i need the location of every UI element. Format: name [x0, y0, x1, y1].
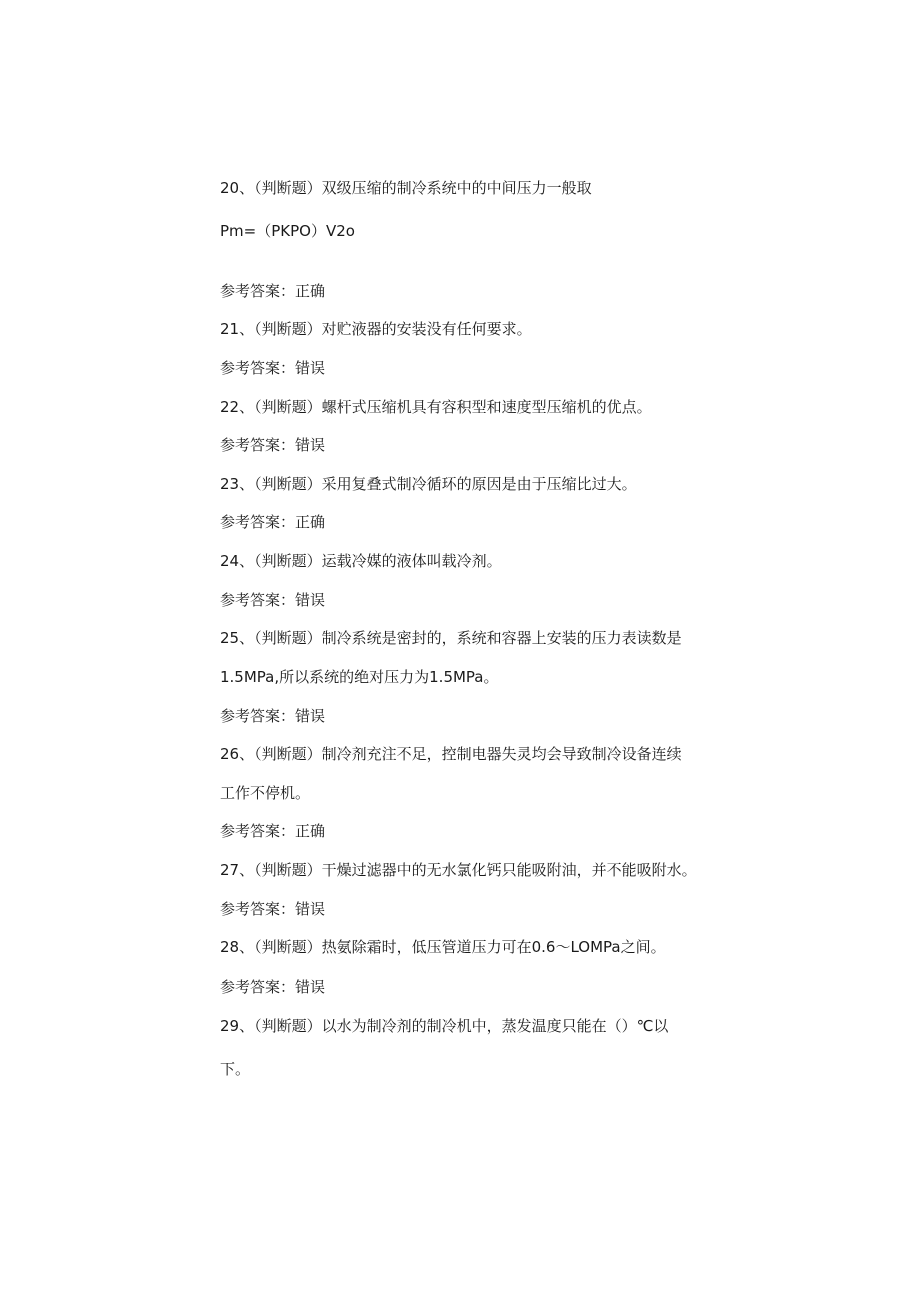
- question-25-line2: 1.5MPa,所以系统的绝对压力为1.5MPa。: [220, 668, 499, 686]
- question-24: 24、（判断题）运载冷媒的液体叫载冷剂。: [220, 552, 502, 570]
- answer-20: 参考答案：正确: [220, 282, 326, 300]
- answer-21: 参考答案：错误: [220, 359, 326, 377]
- answer-28: 参考答案：错误: [220, 978, 326, 996]
- answer-23: 参考答案：正确: [220, 513, 326, 531]
- answer-25: 参考答案：错误: [220, 707, 326, 725]
- answer-22: 参考答案：错误: [220, 436, 326, 454]
- question-26-line1: 26、（判断题）制冷剂充注不足，控制电器失灵均会导致制冷设备连续: [220, 745, 682, 763]
- answer-26: 参考答案：正确: [220, 822, 326, 840]
- answer-27: 参考答案：错误: [220, 900, 326, 918]
- question-28: 28、（判断题）热氨除霜时，低压管道压力可在0.6〜LOMPa之间。: [220, 938, 666, 956]
- question-25-line1: 25、（判断题）制冷系统是密封的，系统和容器上安装的压力表读数是: [220, 629, 682, 647]
- question-20-line1: 20、（判断题）双级压缩的制冷系统中的中间压力一般取: [220, 179, 592, 197]
- question-29-line1: 29、（判断题）以水为制冷剂的制冷机中，蒸发温度只能在（）℃以: [220, 1017, 669, 1035]
- answer-24: 参考答案：错误: [220, 591, 326, 609]
- question-22: 22、（判断题）螺杆式压缩机具有容积型和速度型压缩机的优点。: [220, 398, 652, 416]
- question-26-line2: 工作不停机。: [220, 784, 311, 802]
- question-21: 21、（判断题）对贮液器的安装没有任何要求。: [220, 320, 532, 338]
- question-27: 27、（判断题）干燥过滤器中的无水氯化钙只能吸附油，并不能吸附水。: [220, 861, 697, 879]
- question-29-line2: 下。: [220, 1060, 251, 1078]
- question-20-formula: Pm=（PKPO）V2o: [220, 222, 355, 240]
- question-23: 23、（判断题）采用复叠式制冷循环的原因是由于压缩比过大。: [220, 475, 637, 493]
